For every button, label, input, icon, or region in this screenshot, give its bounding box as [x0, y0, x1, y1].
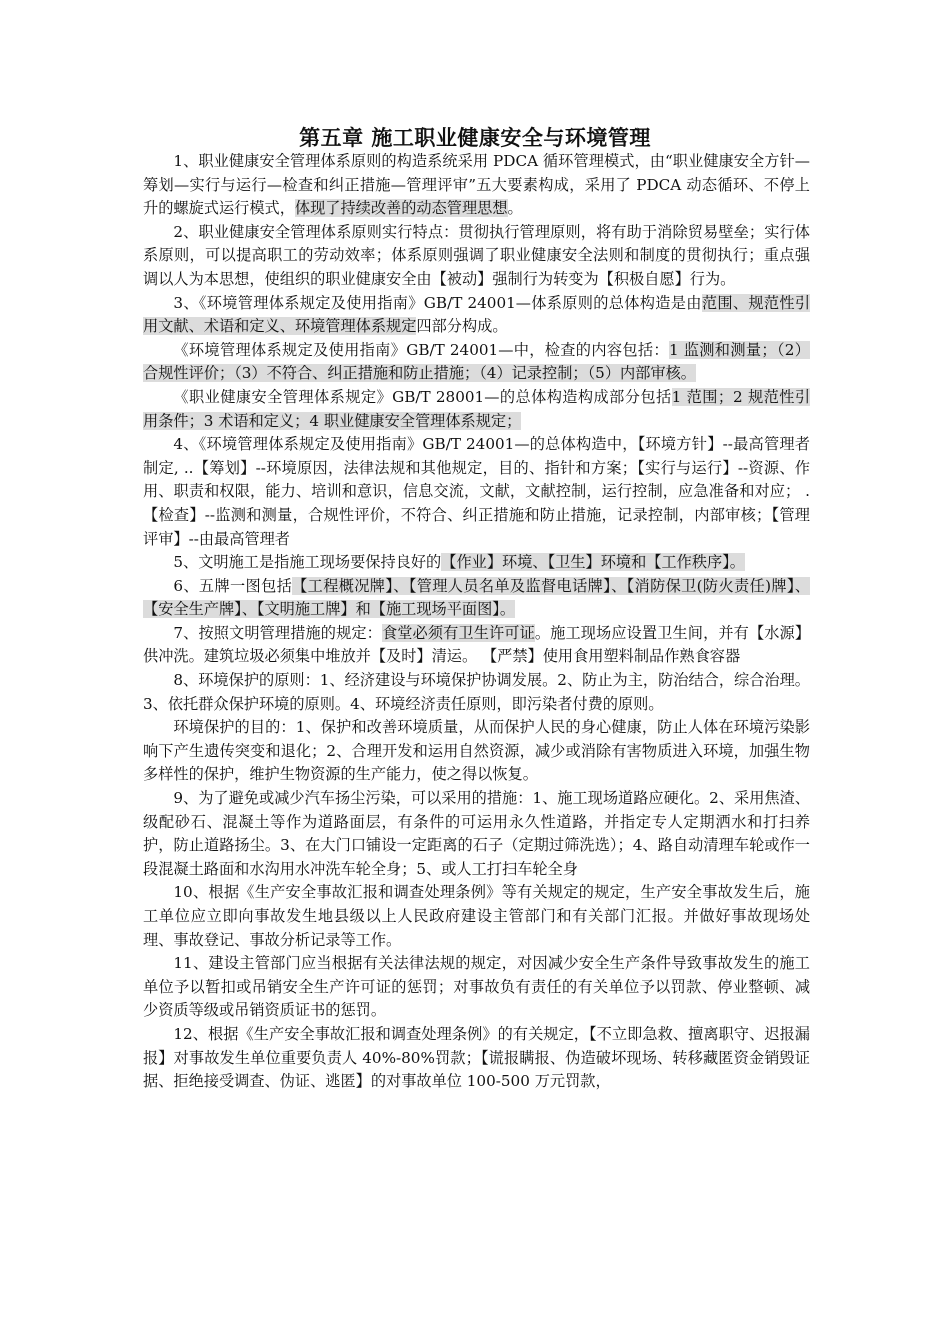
paragraph [143, 716, 810, 787]
paragraph [143, 433, 810, 551]
paragraph-text: 。 [507, 199, 523, 218]
document-body [143, 150, 810, 1094]
paragraph [143, 221, 810, 292]
highlighted-text: 【工程概况牌】、【管理人员名单及监督电话牌】、【消防保卫(防火责任)牌】、【安全生产牌】、【文明施工牌】和【施工现场平面图】。 [143, 576, 810, 619]
highlighted-text: 1 监测和测量；（2）合规性评价；（3）不符合、纠正措施和防止措施；（4）记录控制；（5）内部审核。 [143, 340, 810, 383]
highlighted-text: 【作业】环境、【卫生】环境和【工作秩序】。 [441, 553, 745, 572]
paragraph-text: 。施工现场应设置卫生间，并有【水源】供冲洗。建筑垃圾必须集中堆放并【及时】清运。 【严禁】使用食用塑料制品作熟食容器 [143, 623, 811, 666]
paragraph-text: 6、五牌一图包括 [173, 576, 293, 595]
paragraph-text: 3、《环境管理体系规定及使用指南》GB/T 24001—体系原则的总体构造是由 [173, 293, 702, 312]
highlighted-text: 食堂必须有卫生许可证 [381, 623, 535, 642]
paragraph-text: 11、建设主管部门应当根据有关法律法规的规定，对因减少安全生产条件导致事故发生的施工单位予以暂扣或吊销安全生产许可证的惩罚；对事故负有责任的有关单位予以罚款、停业整顿、减少资质等级或吊销资质证书的惩罚。 [143, 954, 810, 1020]
paragraph-text: 5、文明施工是指施工现场要保持良好的 [173, 553, 442, 572]
paragraph-text: 四部分构成。 [416, 317, 508, 336]
paragraph-text: 7、按照文明管理措施的规定： [173, 623, 382, 642]
highlighted-text: 1 范围；2 规范性引用条件；3 术语和定义；4 职业健康安全管理体系规定； [143, 387, 811, 430]
paragraph-text: 《职业健康安全管理体系规定》GB/T 28001—的总体构造构成部分包括 [173, 387, 672, 406]
paragraph-text: 10、根据《生产安全事故汇报和调查处理条例》等有关规定的规定，生产安全事故发生后，施工单位应立即向事故发生地县级以上人民政府建设主管部门和有关部门汇报。并做好事故现场处理、事故登记、事故分析记录等工作。 [143, 883, 810, 949]
paragraph [143, 551, 810, 575]
paragraph [143, 575, 810, 622]
paragraph [143, 150, 810, 221]
paragraph-text: 12、根据《生产安全事故汇报和调查处理条例》的有关规定，【不立即急救、擅离职守、迟报漏报】对事故发生单位重要负责人 40%-80%罚款；【谎报瞒报、伪造破坏现场、转移藏匿资金销毁证据、拒绝接受调查、伪证、逃匿】的对事故单位 100-500 万元罚款， [143, 1024, 810, 1091]
paragraph [143, 787, 810, 881]
paragraph [143, 952, 810, 1023]
highlighted-text: 范围、规范性引用文献、术语和定义、环境管理体系规定 [143, 293, 811, 336]
paragraph-text: 4、《环境管理体系规定及使用指南》GB/T 24001—的总体构造中，【环境方针】--最高管理者制定, ..【筹划】--环境原因，法律法规和其他规定，目的、指针和方案；【实行与运行】--资源、作用、职责和权限，能力、培训和意识，信息交流，文献，文献控制，运行控制，应急准备和对应； .【检查】--监测和测量，合规性评价，不符合、纠正措施和防止措施，记录控制，内部审核；【管理评审】--由最高管理者 [143, 435, 810, 548]
paragraph [143, 669, 810, 716]
paragraph [143, 1023, 810, 1094]
highlighted-text: 体现了持续改善的动态管理思想 [294, 199, 508, 218]
paragraph-text: 《环境管理体系规定及使用指南》GB/T 24001—中，检查的内容包括： [173, 340, 669, 359]
paragraph-text: 1、职业健康安全管理体系原则的构造系统采用 PDCA 循环管理模式，由“职业健康安全方针—筹划—实行与运行—检查和纠正措施—管理评审”五大要素构成，采用了 PDCA 动态循环、不停上升的螺旋式运行模式， [143, 152, 810, 218]
paragraph [143, 292, 810, 339]
paragraph [143, 881, 810, 952]
paragraph-text: 8、环境保护的原则：1、经济建设与环境保护协调发展。2、防止为主，防治结合，综合治理。3、依托群众保护环境的原则。4、环境经济责任原则，即污染者付费的原则。 [143, 671, 810, 713]
chapter-title: 第五章 施工职业健康安全与环境管理 [299, 125, 651, 150]
paragraph [143, 339, 810, 386]
paragraph [143, 386, 810, 433]
paragraph-text: 2、职业健康安全管理体系原则实行特点：贯彻执行管理原则，将有助于消除贸易壁垒；实行体系原则，可以提高职工的劳动效率；体系原则强调了职业健康安全法则和制度的贯彻执行；重点强调以人为本思想，使组织的职业健康安全由【被动】强制行为转变为【积极自愿】行为。 [143, 222, 810, 288]
paragraph [143, 622, 810, 669]
paragraph-text: 环境保护的目的：1、保护和改善环境质量，从而保护人民的身心健康，防止人体在环境污染影响下产生遗传突变和退化；2、合理开发和运用自然资源，减少或消除有害物质进入环境，加强生物多样性的保护，维护生物资源的生产能力，使之得以恢复。 [143, 718, 810, 784]
paragraph-text: 9、为了避免或减少汽车扬尘污染，可以采用的措施：1、施工现场道路应硬化。2、采用焦渣、级配砂石、混凝土等作为道路面层，有条件的可运用永久性道路，并指定专人定期洒水和打扫养护，防止道路扬尘。3、在大门口铺设一定距离的石子（定期过筛洗选）；4、路自动清理车轮或作一段混凝土路面和水沟用水冲洗车轮全身；5、或人工打扫车轮全身 [143, 789, 810, 878]
